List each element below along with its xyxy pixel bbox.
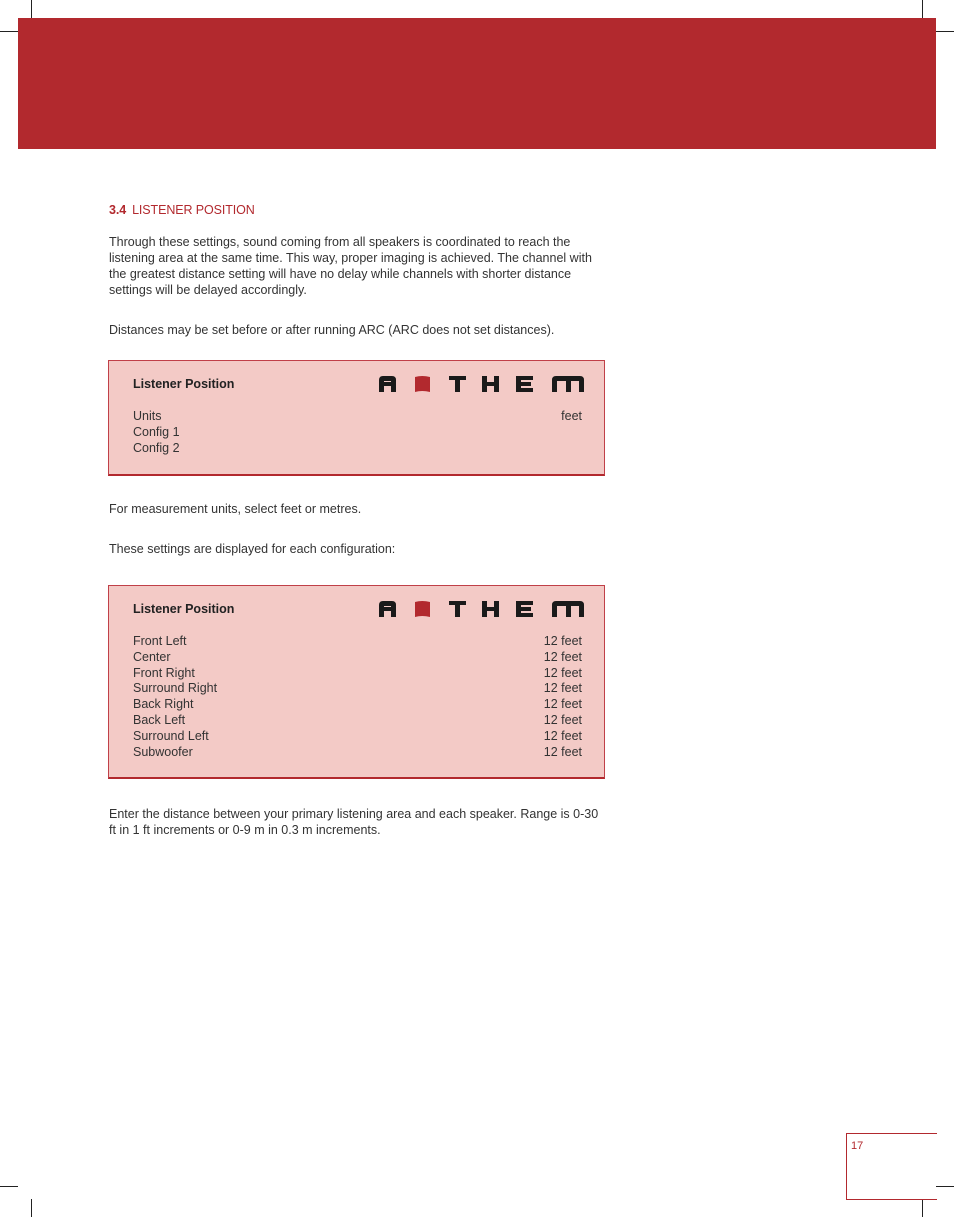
anthem-logo-icon (379, 375, 585, 393)
row-value: 12 feet (543, 712, 582, 727)
crop-mark (31, 0, 32, 18)
osd-row-units[interactable] (133, 409, 582, 425)
row-label: Surround Left (133, 728, 209, 743)
osd-screen-listener-position (108, 360, 605, 476)
page-number-box (846, 1133, 937, 1200)
crop-mark (922, 0, 923, 18)
crop-mark (936, 31, 954, 32)
osd-row-center[interactable] (133, 650, 582, 666)
row-label: Center (133, 649, 171, 664)
range-paragraph: Enter the distance between your primary listening area and each speaker. Range is 0-30 ft in 1 ft increments or 0-9 m in 0.3 m increments. (109, 807, 599, 837)
row-value: 12 feet (543, 697, 582, 712)
osd-row-config-1[interactable] (133, 425, 582, 441)
row-value: 12 feet (543, 728, 582, 743)
page-number: 17 (851, 1140, 864, 1152)
osd-screen-speaker-distances (108, 585, 605, 779)
row-value: 12 feet (543, 744, 582, 759)
osd-title: Listener Position (133, 377, 235, 391)
row-label: Front Left (133, 634, 187, 648)
row-label: Units (133, 409, 162, 423)
osd-row-subwoofer[interactable] (133, 745, 582, 761)
row-value: 12 feet (543, 634, 582, 648)
anthem-logo-icon (379, 600, 585, 618)
osd-row-front-left[interactable] (133, 634, 582, 650)
row-label: Surround Right (133, 681, 218, 696)
row-label: Subwoofer (133, 744, 193, 759)
row-label: Config 1 (133, 424, 180, 439)
osd-rows (133, 409, 582, 456)
intro-paragraph: Through these settings, sound coming from all speakers is coordinated to reach the listening area at the same time. This way, proper imaging is achieved. The channel with the greatest distance setting will have no delay while channels with shorter distance settings will be delayed accordingly. (109, 235, 592, 297)
row-value: 12 feet (543, 649, 582, 664)
row-value: feet (561, 409, 582, 423)
osd-row-back-right[interactable] (133, 697, 582, 713)
osd-row-config-2[interactable] (133, 441, 582, 457)
crop-mark (936, 1186, 954, 1187)
section-number: 3.4 (109, 203, 127, 217)
section-heading (109, 203, 255, 217)
row-label: Front Right (133, 665, 195, 680)
row-label: Config 2 (133, 440, 180, 455)
crop-mark (0, 1186, 18, 1187)
distances-paragraph: Distances may be set before or after running ARC (ARC does not set distances). (109, 323, 555, 337)
osd-row-back-left[interactable] (133, 713, 582, 729)
units-paragraph: For measurement units, select feet or metres. (109, 502, 362, 516)
row-label: Back Left (133, 712, 186, 727)
row-value: 12 feet (543, 681, 582, 696)
osd-title: Listener Position (133, 602, 235, 616)
crop-mark (0, 31, 18, 32)
header-band (18, 18, 936, 149)
row-value: 12 feet (543, 665, 582, 680)
osd-row-surround-right[interactable] (133, 681, 582, 697)
section-title: LISTENER POSITION (132, 203, 255, 217)
row-label: Back Right (133, 697, 194, 712)
crop-mark (922, 1199, 923, 1217)
osd-row-front-right[interactable] (133, 666, 582, 682)
osd-row-surround-left[interactable] (133, 729, 582, 745)
crop-mark (31, 1199, 32, 1217)
osd-rows (133, 634, 582, 760)
configs-paragraph: These settings are displayed for each configuration: (109, 542, 396, 556)
